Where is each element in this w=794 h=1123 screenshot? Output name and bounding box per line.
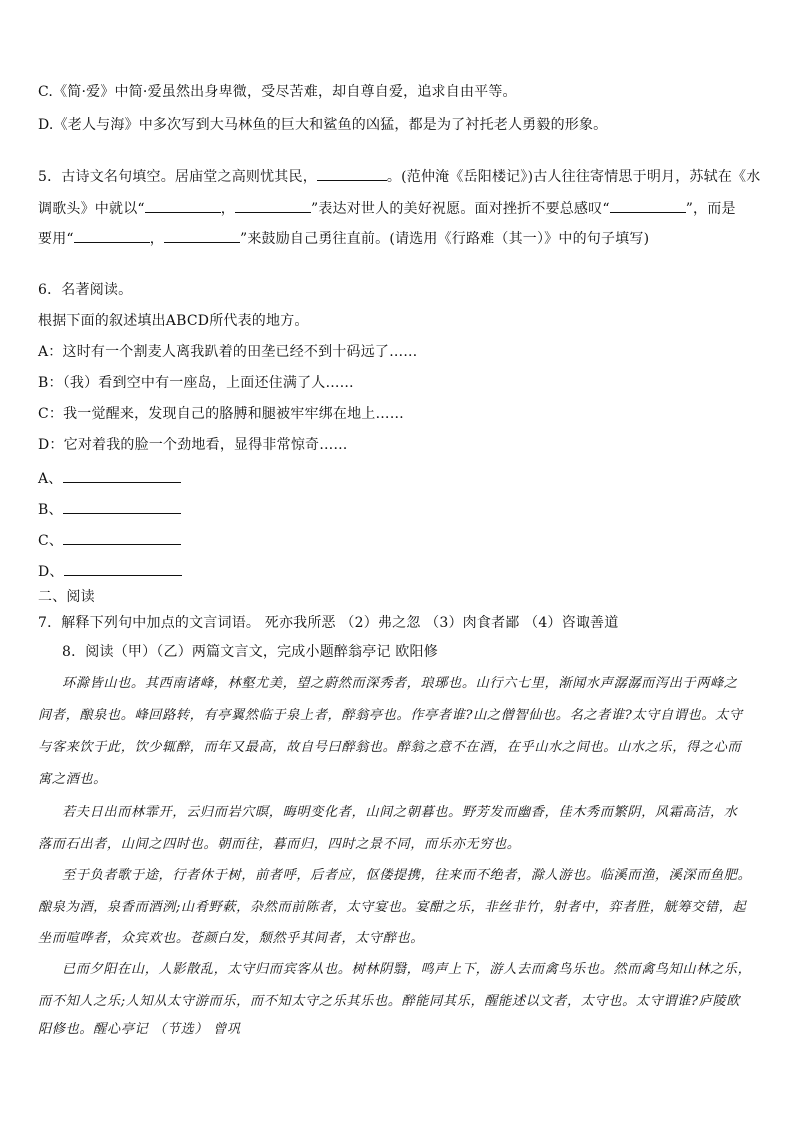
q6-title: 6．名著阅读。 <box>38 282 133 298</box>
q6-fill-b-blank[interactable] <box>63 499 181 514</box>
section-heading: 二、阅读 <box>38 589 95 605</box>
q5-blank-6[interactable] <box>164 228 240 243</box>
q5-blank-1[interactable] <box>317 166 387 181</box>
q6-item-c: C：我一觉醒来，发现自己的胳膊和腿被牢牢绑在地上…… <box>38 406 404 422</box>
q5-blank-3[interactable] <box>235 198 311 213</box>
q5-text-2b: ， <box>220 201 235 217</box>
q5-text-3c: ”来鼓励自己勇往直前。(请选用《行路难（其一）》中的句子填写) <box>239 231 650 247</box>
q8-title: 8．阅读（甲）（乙）两篇文言文，完成小题醉翁亭记 欧阳修 <box>62 644 438 660</box>
q7-text: 7．解释下列句中加点的文言词语。 死亦我所恶 （2）弗之忽 （3）肉食者鄙 （4）咨诹善道 <box>38 615 619 631</box>
passage-p4-line-2: 而不知人之乐;人知从太守游而乐，而不知太守之乐其乐也。醉能同其乐，醒能述以文者，太守也。太守谓谁?庐陵欧 <box>38 994 741 1009</box>
q5-blank-2[interactable] <box>145 198 221 213</box>
passage-p1-line-4: 寓之酒也。 <box>38 772 107 787</box>
passage-p2-line-2: 落而石出者，山间之四时也。朝而往，暮而归，四时之景不同，而乐亦无穷也。 <box>38 837 521 852</box>
passage-p3-line-3: 坐而喧哗者，众宾欢也。苍颜白发，颓然乎其间者，太守醉也。 <box>38 931 425 946</box>
q6-fill-d-blank[interactable] <box>64 561 182 576</box>
q6-fill-c-blank[interactable] <box>63 530 181 545</box>
q4-option-c: C.《简·爱》中简·爱虽然出身卑微，受尽苦难，却自尊自爱，追求自由平等。 <box>38 84 517 100</box>
q6-item-d: D：它对着我的脸一个劲地看，显得非常惊奇…… <box>38 437 348 453</box>
q6-fill-d-label: D、 <box>38 564 64 580</box>
q6-fill-a <box>38 468 774 489</box>
q5-text-1a: 5．古诗文名句填空。居庙堂之高则忧其民， <box>38 169 317 185</box>
q5-line-3 <box>38 228 774 249</box>
passage-p1-line-3: 与客来饮于此，饮少辄醉，而年又最高，故自号曰醉翁也。醉翁之意不在酒，在乎山水之间也。山水之乐，得之心而 <box>38 740 742 755</box>
q5-blank-4[interactable] <box>610 198 686 213</box>
q5-blank-5[interactable] <box>74 228 150 243</box>
q4-option-d: D.《老人与海》中多次写到大马林鱼的巨大和鲨鱼的凶猛，都是为了衬托老人勇毅的形象。 <box>38 117 608 133</box>
passage-p4-line-1: 已而夕阳在山，人影散乱，太守归而宾客从也。树林阴翳，鸣声上下，游人去而禽鸟乐也。然而禽鸟知山林之乐， <box>62 962 752 977</box>
q5-text-3b: ， <box>149 231 164 247</box>
q6-fill-b-label: B、 <box>38 502 63 518</box>
q5-text-3a: 要用“ <box>38 231 74 247</box>
q5-text-2a: 调歌头》中就以“ <box>38 201 145 217</box>
q6-intro: 根据下面的叙述填出ABCD所代表的地方。 <box>38 313 309 329</box>
q6-fill-d <box>38 561 774 582</box>
q6-fill-c-label: C、 <box>38 533 64 549</box>
passage-p2-line-1: 若夫日出而林霏开，云归而岩穴暝，晦明变化者，山间之朝暮也。野芳发而幽香，佳木秀而繁阴，风霜高洁，水 <box>62 805 738 820</box>
passage-p3-line-2: 酿泉为酒，泉香而酒洌;山肴野蔌，杂然而前陈者，太守宴也。宴酣之乐，非丝非竹，射者中，弈者胜，觥筹交错，起 <box>38 900 747 915</box>
q5-text-2d: ”，而是 <box>685 201 736 217</box>
q6-fill-a-blank[interactable] <box>63 468 181 483</box>
passage-p3-line-1: 至于负者歌于途，行者休于树，前者呼，后者应，伛偻提携，往来而不绝者，滁人游也。临溪而渔，溪深而鱼肥。 <box>62 868 752 883</box>
q6-fill-b <box>38 499 774 520</box>
q5-text-1b: 。(范仲淹《岳阳楼记》)古人往往寄情思于明月，苏轼在《水 <box>386 169 761 185</box>
q6-fill-a-label: A、 <box>38 471 63 487</box>
q6-item-b: B：（我）看到空中有一座岛，上面还住满了人…… <box>38 375 354 391</box>
q6-fill-c <box>38 530 774 551</box>
q5-line-2 <box>38 198 774 219</box>
passage-p4-line-3: 阳修也。醒心亭记 （节选） 曾巩 <box>38 1022 241 1037</box>
passage-p1-line-2: 间者，酿泉也。峰回路转，有亭翼然临于泉上者，醉翁亭也。作亭者谁?山之僧智仙也。名之者谁?太守自谓也。太守 <box>38 708 743 723</box>
q5-line-1 <box>38 166 774 187</box>
passage-p1-line-1: 环滁皆山也。其西南诸峰，林壑尤美，望之蔚然而深秀者，琅琊也。山行六七里，渐闻水声潺潺而泻出于两峰之 <box>62 676 738 691</box>
q6-item-a: A：这时有一个割麦人离我趴着的田垄已经不到十码远了…… <box>38 344 418 360</box>
q5-text-2c: ”表达对世人的美好祝愿。面对挫折不要总感叹“ <box>310 201 610 217</box>
